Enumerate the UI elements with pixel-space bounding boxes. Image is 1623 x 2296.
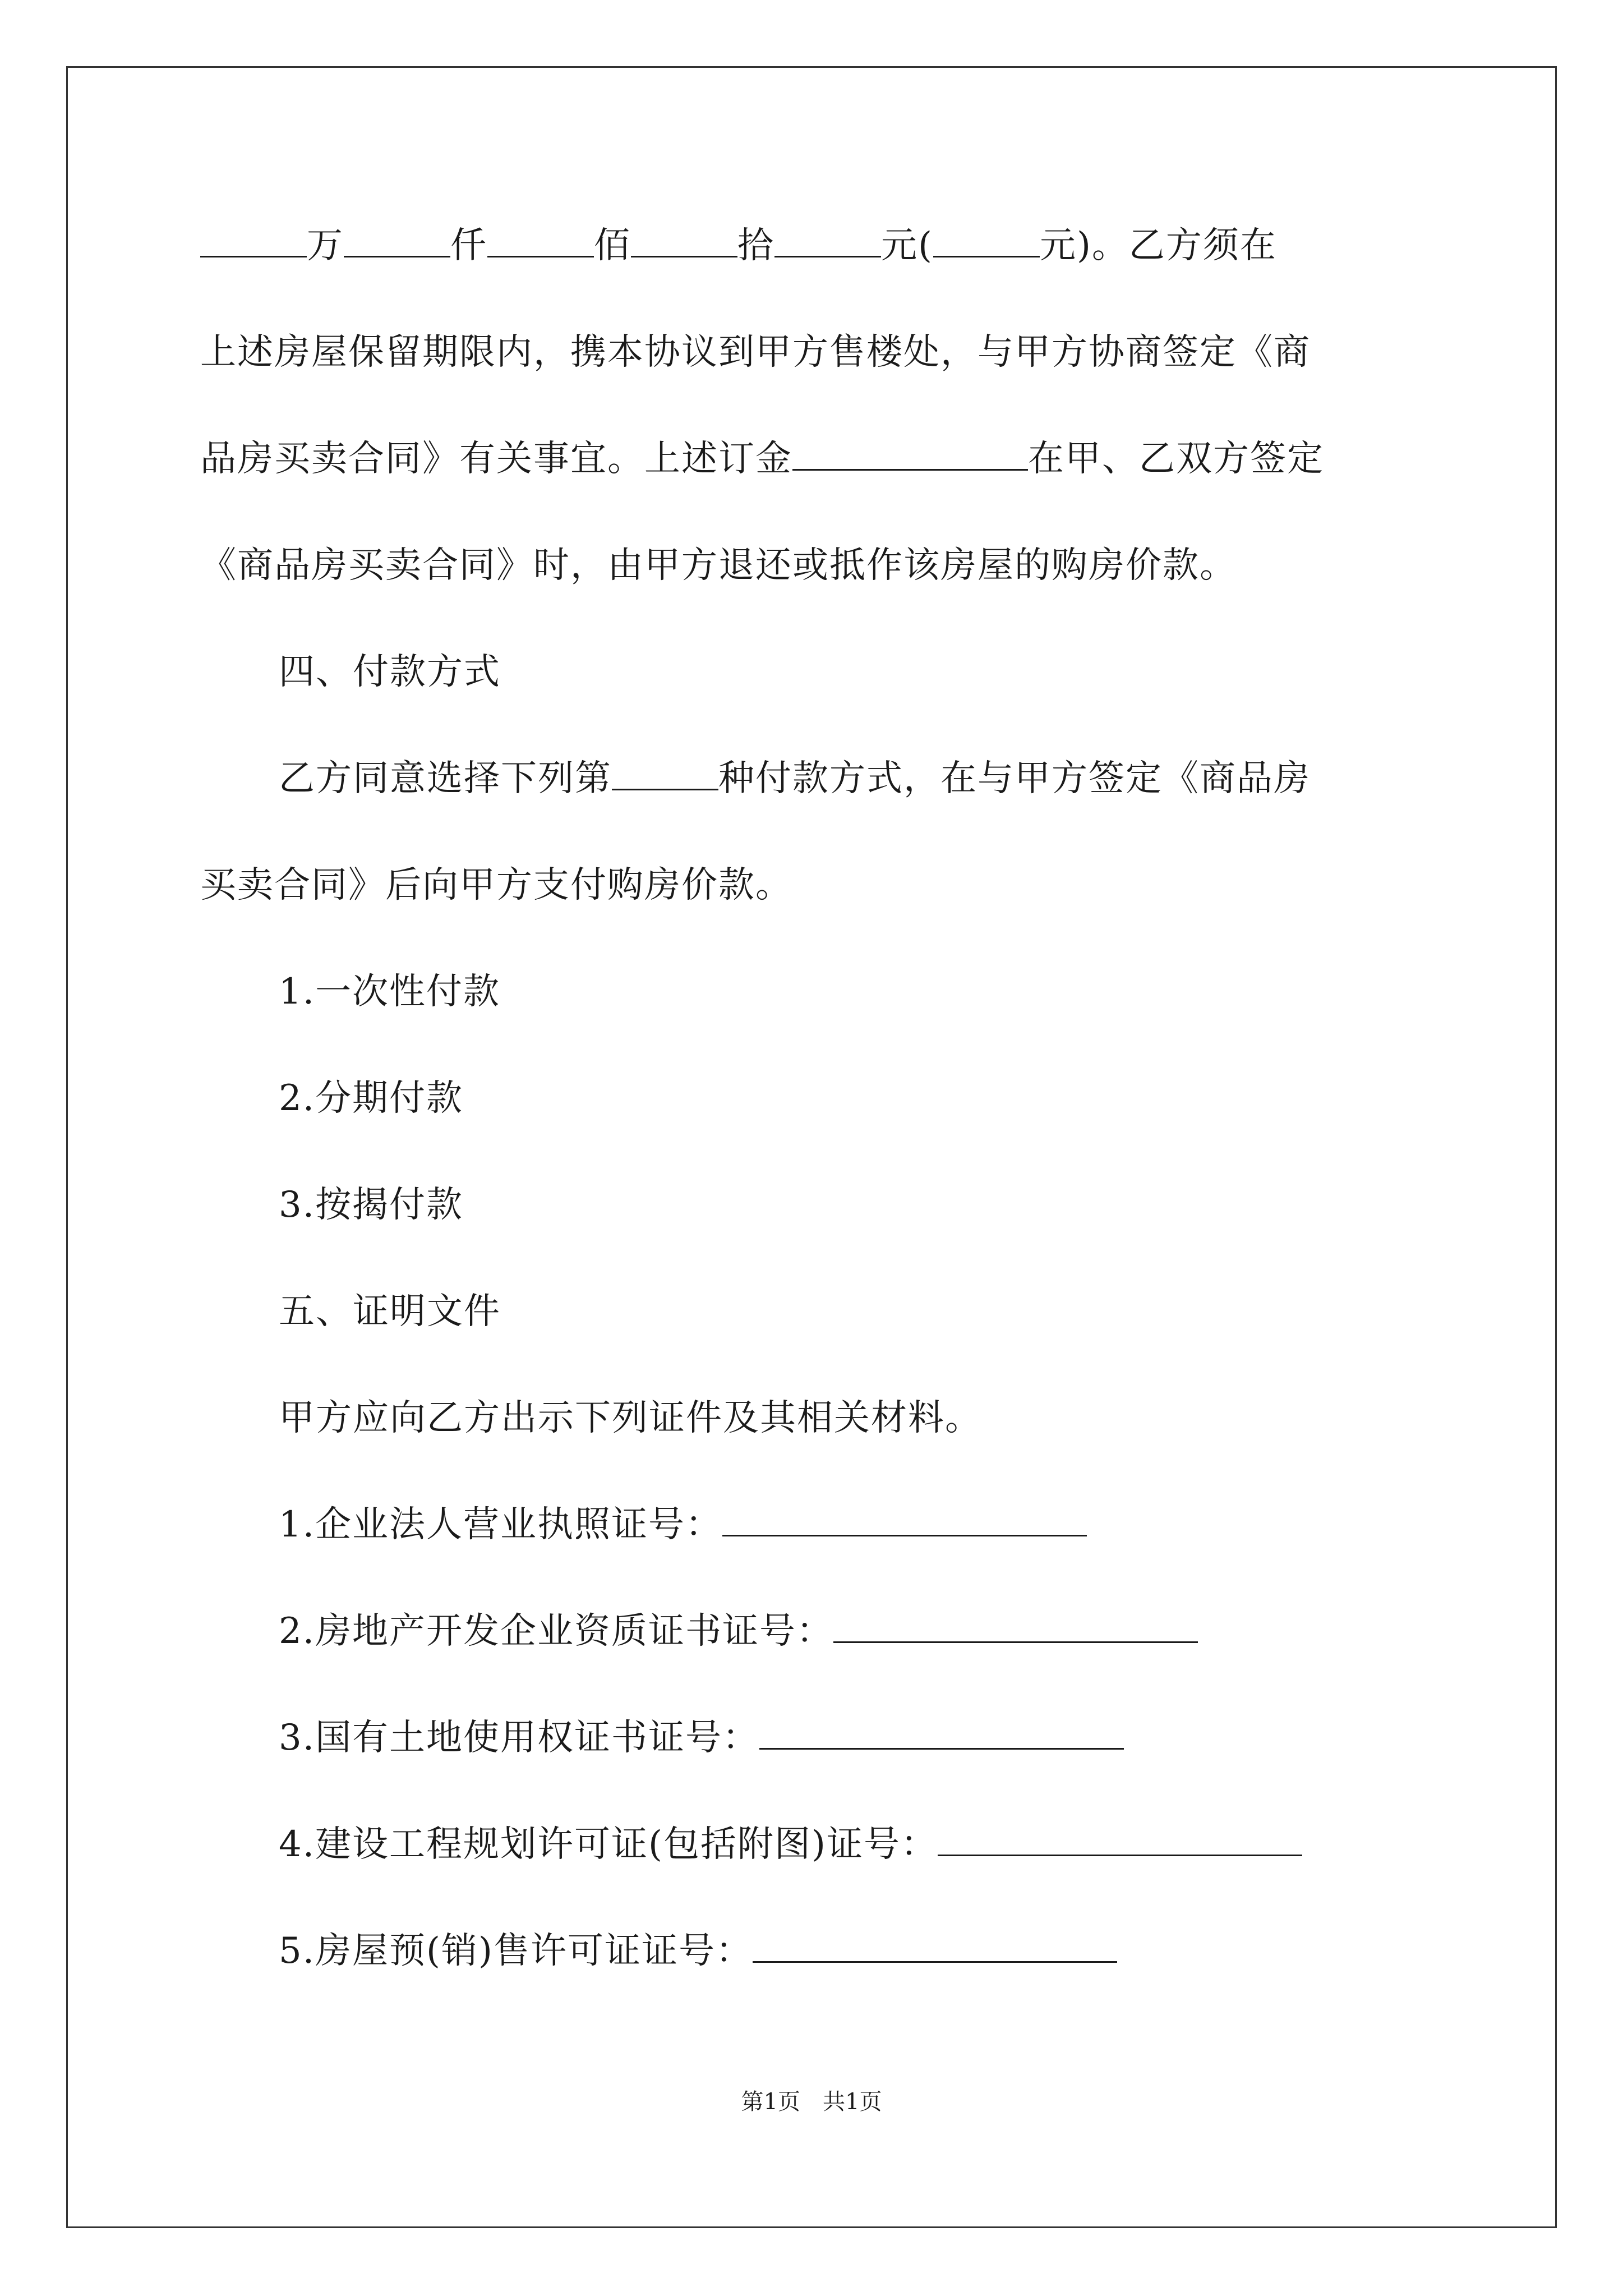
text-segment: 拾 [737,225,774,266]
text-segment: 乙方同意选择下列第 [279,758,612,799]
section-4-heading: 四、付款方式 [279,651,501,693]
blank-field[interactable] [487,221,594,257]
text-segment: 万 [307,225,344,266]
text-segment: 元( [881,225,933,266]
certificate-item [200,1924,1423,1978]
text-segment: 佰 [594,225,631,266]
deposit-blank-field[interactable] [792,434,1028,471]
text-segment: 种付款方式，在与甲方签定《商品房 [718,758,1311,799]
certificate-label: 2.房地产开发企业资质证书证号： [279,1611,834,1652]
payment-choice-blank[interactable] [612,754,718,790]
certificate-number-field[interactable] [833,1607,1198,1643]
amount-line [200,219,1423,273]
text-segment: 在甲、乙双方签定 [1028,438,1324,480]
deposit-line [200,432,1423,486]
certificate-number-field[interactable] [753,1926,1117,1963]
text-segment: 品房买卖合同》有关事宜。上述订金 [200,438,792,480]
certificate-number-field[interactable] [759,1713,1124,1750]
document-body [200,219,1423,1978]
paragraph-line: 《商品房买卖合同》时，由甲方退还或抵作该房屋的购房价款。 [200,545,1237,586]
certificate-label: 3.国有土地使用权证书证号： [279,1717,760,1759]
payment-choice-line [200,752,1423,806]
payment-option: 2.分期付款 [279,1078,464,1119]
blank-field[interactable] [774,221,881,257]
payment-option: 3.按揭付款 [279,1184,464,1226]
text-segment: 仟 [450,225,487,266]
section-5-intro: 甲方应向乙方出示下列证件及其相关材料。 [279,1397,982,1439]
text-segment: 元)。乙方须在 [1039,225,1277,266]
certificate-item [200,1498,1423,1552]
blank-field[interactable] [344,221,450,257]
page-footer: 第1页 共1页 [741,2089,882,2115]
certificate-number-field[interactable] [722,1500,1087,1536]
blank-field[interactable] [200,221,307,257]
certificate-item [200,1711,1423,1765]
certificate-item [200,1604,1423,1658]
paragraph-line: 买卖合同》后向甲方支付购房价款。 [200,864,792,906]
certificate-label: 4.建设工程规划许可证(包括附图)证号： [279,1824,938,1865]
certificate-number-field[interactable] [938,1820,1302,1856]
certificate-label: 5.房屋预(销)售许可证证号： [279,1930,753,1972]
section-5-heading: 五、证明文件 [279,1291,501,1332]
certificate-label: 1.企业法人营业执照证号： [279,1504,723,1545]
blank-field[interactable] [631,221,737,257]
paragraph-line: 上述房屋保留期限内，携本协议到甲方售楼处，与甲方协商签定《商 [200,332,1311,373]
payment-option: 1.一次性付款 [279,971,501,1013]
blank-field[interactable] [933,221,1040,257]
certificate-item [200,1818,1423,1871]
